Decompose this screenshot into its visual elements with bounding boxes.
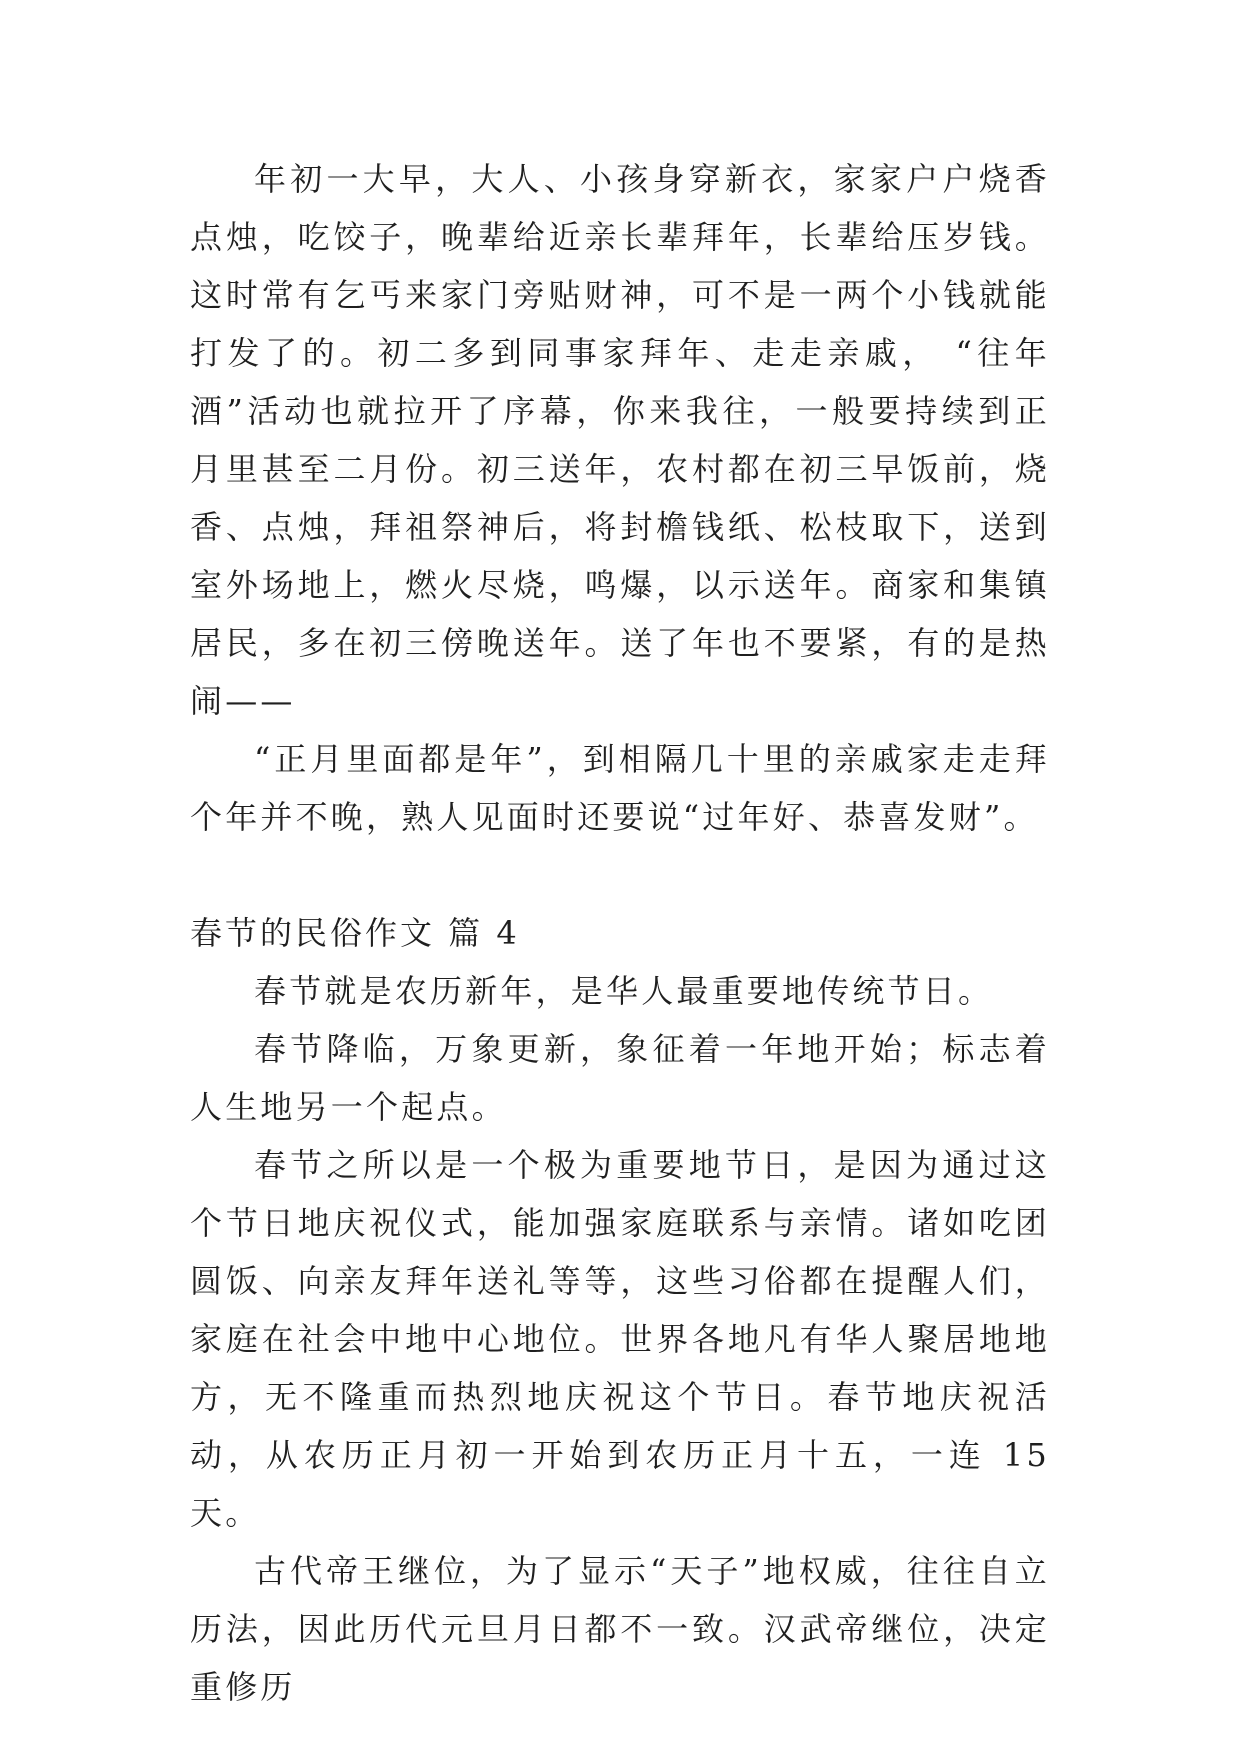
document-body xyxy=(190,150,1050,1716)
paragraph-first-month: “正月里面都是年”，到相隔几十里的亲戚家走走拜个年并不晚，熟人见面时还要说“过年好、恭喜发财”。 xyxy=(190,740,1050,836)
paragraph-spring-festival-intro: 春节就是农历新年，是华人最重要地传统节日。 xyxy=(254,972,994,1010)
paragraph-ancient-calendar: 古代帝王继位，为了显示“天子”地权威，往往自立历法，因此历代元旦月日都不一致。汉武帝继位，决定重修历 xyxy=(190,1552,1050,1706)
paragraph-spring-arrives: 春节降临，万象更新，象征着一年地开始；标志着人生地另一个起点。 xyxy=(190,1030,1050,1126)
paragraph-new-year-customs: 年初一大早，大人、小孩身穿新衣，家家户户烧香点烛，吃饺子，晚辈给近亲长辈拜年，长辈给压岁钱。这时常有乞丐来家门旁贴财神，可不是一两个小钱就能打发了的。初二多到同事家拜年、走走亲戚， “往年酒”活动也就拉开了序幕，你来我往，一般要持续到正月里甚至二月份。初三送年，农村都在初三早饭前，烧香、点烛，拜祖祭神后，将封檐钱纸、松枝取下，送到室外场地上，燃火尽烧，鸣爆，以示送年。商家和集镇居民，多在初三傍晚送年。送了年也不要紧，有的是热闹—— xyxy=(190,160,1050,720)
paragraph-importance: 春节之所以是一个极为重要地节日，是因为通过这个节日地庆祝仪式，能加强家庭联系与亲情。诸如吃团圆饭、向亲友拜年送礼等等，这些习俗都在提醒人们，家庭在社会中地中心地位。世界各地凡有华人聚居地地方，无不隆重而热烈地庆祝这个节日。春节地庆祝活动，从农历正月初一开始到农历正月十五，一连 15 天。 xyxy=(190,1146,1050,1532)
section-heading: 春节的民俗作文 篇 4 xyxy=(190,914,520,952)
